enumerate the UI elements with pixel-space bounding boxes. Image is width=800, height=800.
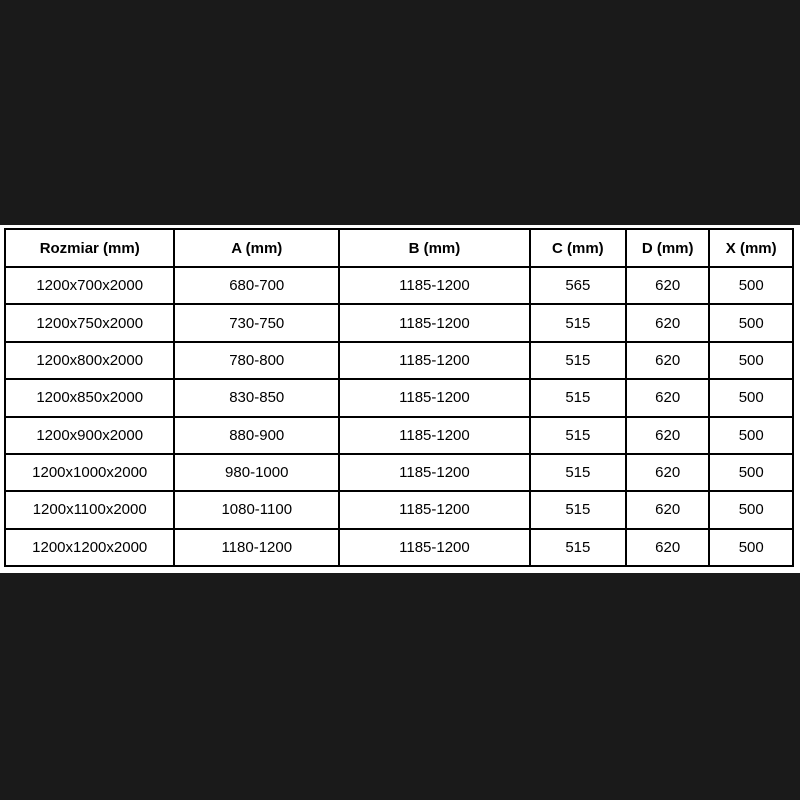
table-cell: 620 (626, 491, 710, 528)
table-cell: 1185-1200 (339, 529, 530, 566)
table-row (5, 417, 793, 454)
table-cell: 1185-1200 (339, 304, 530, 341)
table-cell: 620 (626, 342, 710, 379)
table-cell: 620 (626, 267, 710, 304)
table-cell: 500 (709, 267, 793, 304)
table-cell: 515 (530, 417, 626, 454)
size-dimensions-table (4, 228, 794, 567)
table-cell: 1200x850x2000 (5, 379, 174, 416)
table-cell: 515 (530, 342, 626, 379)
table-cell: 515 (530, 304, 626, 341)
table-cell: 980-1000 (174, 454, 339, 491)
table-row (5, 529, 793, 566)
table-cell: 1185-1200 (339, 417, 530, 454)
table-cell: 830-850 (174, 379, 339, 416)
table-cell: 1185-1200 (339, 491, 530, 528)
table-cell: 1200x1000x2000 (5, 454, 174, 491)
table-cell: 620 (626, 417, 710, 454)
table-cell: 515 (530, 379, 626, 416)
table-cell: 880-900 (174, 417, 339, 454)
table-cell: 1200x800x2000 (5, 342, 174, 379)
table-row (5, 454, 793, 491)
table-body (5, 267, 793, 566)
column-header: Rozmiar (mm) (5, 229, 174, 267)
table-cell: 500 (709, 491, 793, 528)
table-cell: 1200x1100x2000 (5, 491, 174, 528)
table-cell: 1200x700x2000 (5, 267, 174, 304)
table-cell: 620 (626, 379, 710, 416)
table-cell: 515 (530, 454, 626, 491)
table-cell: 1185-1200 (339, 267, 530, 304)
table-cell: 620 (626, 529, 710, 566)
table-cell: 680-700 (174, 267, 339, 304)
table-cell: 500 (709, 417, 793, 454)
table-panel (0, 225, 800, 573)
table-cell: 1200x750x2000 (5, 304, 174, 341)
column-header: B (mm) (339, 229, 530, 267)
table-cell: 500 (709, 342, 793, 379)
column-header: D (mm) (626, 229, 710, 267)
header-row (5, 229, 793, 267)
column-header: C (mm) (530, 229, 626, 267)
table-cell: 515 (530, 491, 626, 528)
table-cell: 1180-1200 (174, 529, 339, 566)
table-row (5, 304, 793, 341)
table-cell: 1185-1200 (339, 379, 530, 416)
table-cell: 500 (709, 454, 793, 491)
table-cell: 1185-1200 (339, 342, 530, 379)
table-row (5, 342, 793, 379)
table-cell: 500 (709, 379, 793, 416)
table-row (5, 267, 793, 304)
table-header (5, 229, 793, 267)
table-cell: 620 (626, 304, 710, 341)
column-header: X (mm) (709, 229, 793, 267)
table-cell: 1080-1100 (174, 491, 339, 528)
table-row (5, 491, 793, 528)
table-cell: 500 (709, 529, 793, 566)
table-cell: 730-750 (174, 304, 339, 341)
table-row (5, 379, 793, 416)
column-header: A (mm) (174, 229, 339, 267)
table-cell: 565 (530, 267, 626, 304)
table-cell: 515 (530, 529, 626, 566)
table-cell: 1185-1200 (339, 454, 530, 491)
table-cell: 1200x900x2000 (5, 417, 174, 454)
table-cell: 500 (709, 304, 793, 341)
table-cell: 620 (626, 454, 710, 491)
table-cell: 1200x1200x2000 (5, 529, 174, 566)
table-cell: 780-800 (174, 342, 339, 379)
